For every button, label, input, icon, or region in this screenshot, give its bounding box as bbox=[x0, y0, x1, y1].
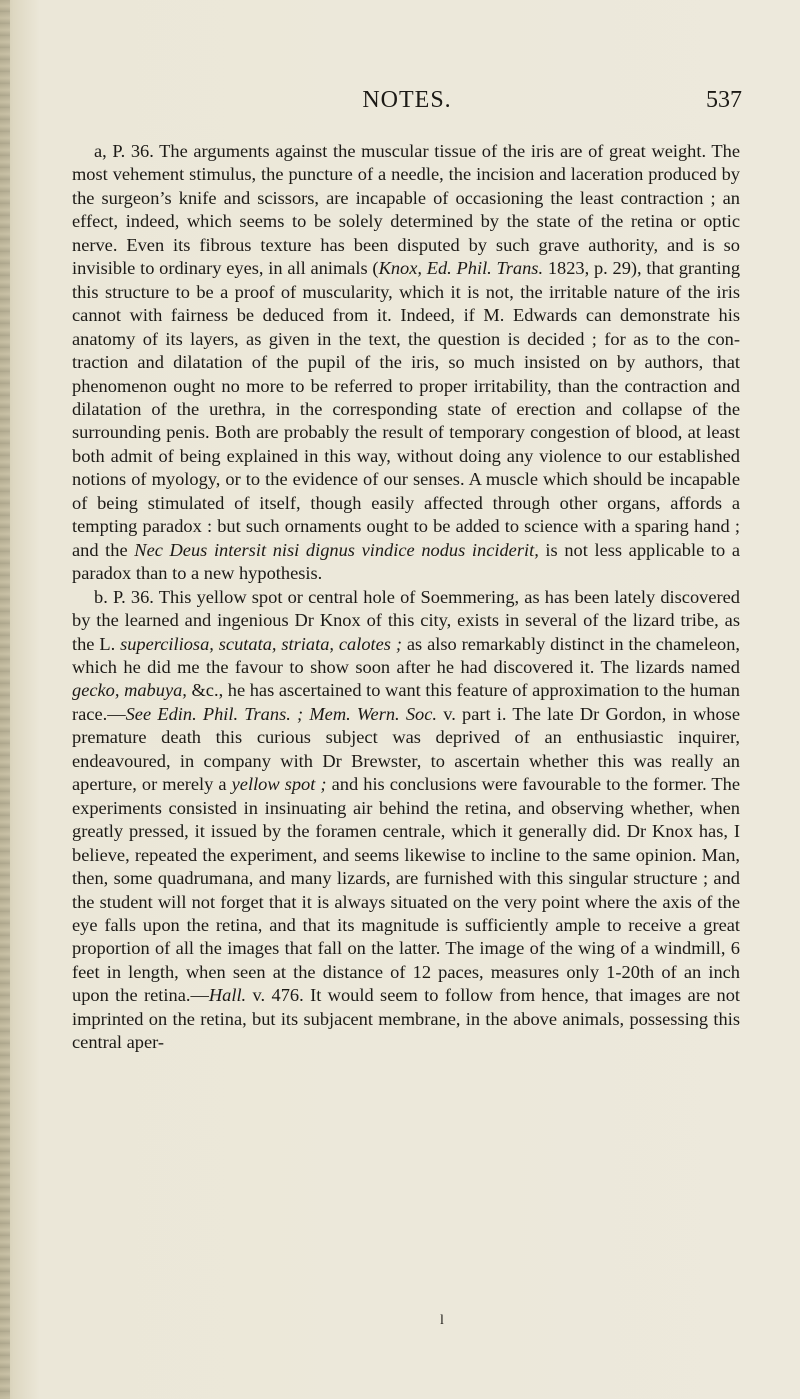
italic-text: Hall. bbox=[208, 985, 247, 1006]
text-run: b. P. 36. This yellow spot or central hole of Soemmering, as has been lately discovered by the learned and ingenious Dr Knox of this city, exists in several of the lizard tribe, as the L. bbox=[72, 586, 740, 654]
page-number: 537 bbox=[706, 87, 742, 113]
italic-text: superciliosa, scutata, striata, calotes ; bbox=[120, 633, 402, 654]
italic-text: gecko, mabuya, bbox=[72, 680, 187, 701]
italic-text: See Edin. Phil. Trans. ; Mem. Wern. Soc. bbox=[125, 703, 437, 724]
note-paragraph bbox=[72, 586, 740, 1055]
note-paragraph bbox=[72, 140, 740, 586]
italic-text: Nec Deus intersit nisi dignus vindice nodus inciderit, bbox=[134, 539, 539, 560]
text-run: v. 476. It would seem to follow from hence, that images are not imprinted on the retina, but its subjacent membrane, in the above animals, possessing this central aper- bbox=[72, 985, 740, 1053]
notes-body bbox=[72, 140, 740, 1055]
text-run: a, P. 36. The arguments against the muscular tissue of the iris are of great weight. The most vehement stimulus, the puncture of a needle, the incision and laceration produced by the surgeon’s knife and scissors, are incapable of occasioning the least contraction ; an effect, indeed, which seems to be solely determined by the state of the retina or optic nerve. Even its fibrous texture has been disputed by such grave authority, and is so invisible to ordinary eyes, in all animals ( bbox=[72, 141, 740, 279]
running-head: NOTES. bbox=[362, 87, 452, 113]
italic-text: yellow spot ; bbox=[231, 774, 327, 795]
text-run: 1823, p. 29), that granting this structure to be a proof of muscularity, which it is not, the irritable nature of the iris cannot with fairness be deduced from it. Indeed, if M. Edwards can demonstrate his anatomy of its layers, as given in the text, the question is decided ; for as to the contraction and dilatation of the pupil of the iris, so much insisted on by authors, that phenomenon ought no more to be referred to proper irritability, than the contraction and dilatation of the urethra, in the corresponding state of erection and collapse of the surrounding penis. Both are probably the result of temporary congestion of blood, at least both admit of being explained in this way, without doing any violence to our established notions of myology, or to the evidence of our senses. A muscle which should be incapable of being stimulated of itself, though easily affected through other organs, affords a tempting paradox : but such ornaments ought to be added to science with a sparing hand ; and the bbox=[72, 258, 741, 560]
signature-mark: l bbox=[440, 1313, 444, 1328]
page-header bbox=[72, 87, 742, 117]
text-run: as also remarkably distinct in the chameleon, which he did me the favour to show soon after he had discovered it. The lizards named bbox=[72, 633, 740, 677]
text-run: and his conclusions were favourable to the former. The experiments consisted in insinuating air behind the retina, and observing whether, when greatly pressed, it issued by the foramen centrale, which it generally did. Dr Knox has, I believe, repeated the experiment, and seems likewise to incline to the same opinion. Man, then, some quadrumana, and many lizards, are furnished with this singular structure ; and the student will not forget that it is always situated on the very point where the axis of the eye falls upon the retina, and that its magnitude is sufficiently ample to receive a great proportion of all the images that fall on the latter. The image of the wing of a windmill, 6 feet in length, when seen at the distance of 12 paces, measures only 1-20th of an inch upon the retina.— bbox=[72, 774, 740, 1006]
text-run: v. part i. The late Dr Gordon, in whose premature death this curious subject was deprived of an enthusiastic inquirer, endeavoured, in company with Dr Brewster, to ascertain whether this was really an aperture, or merely a bbox=[72, 703, 740, 795]
text-run: &c., he has ascertained to want this feature of approximation to the human race.— bbox=[72, 680, 740, 724]
italic-text: Knox, Ed. Phil. Trans. bbox=[378, 258, 544, 279]
text-run: is not less applicable to a paradox than to a new hypothesis. bbox=[72, 539, 740, 584]
binding-edge bbox=[0, 0, 10, 1399]
